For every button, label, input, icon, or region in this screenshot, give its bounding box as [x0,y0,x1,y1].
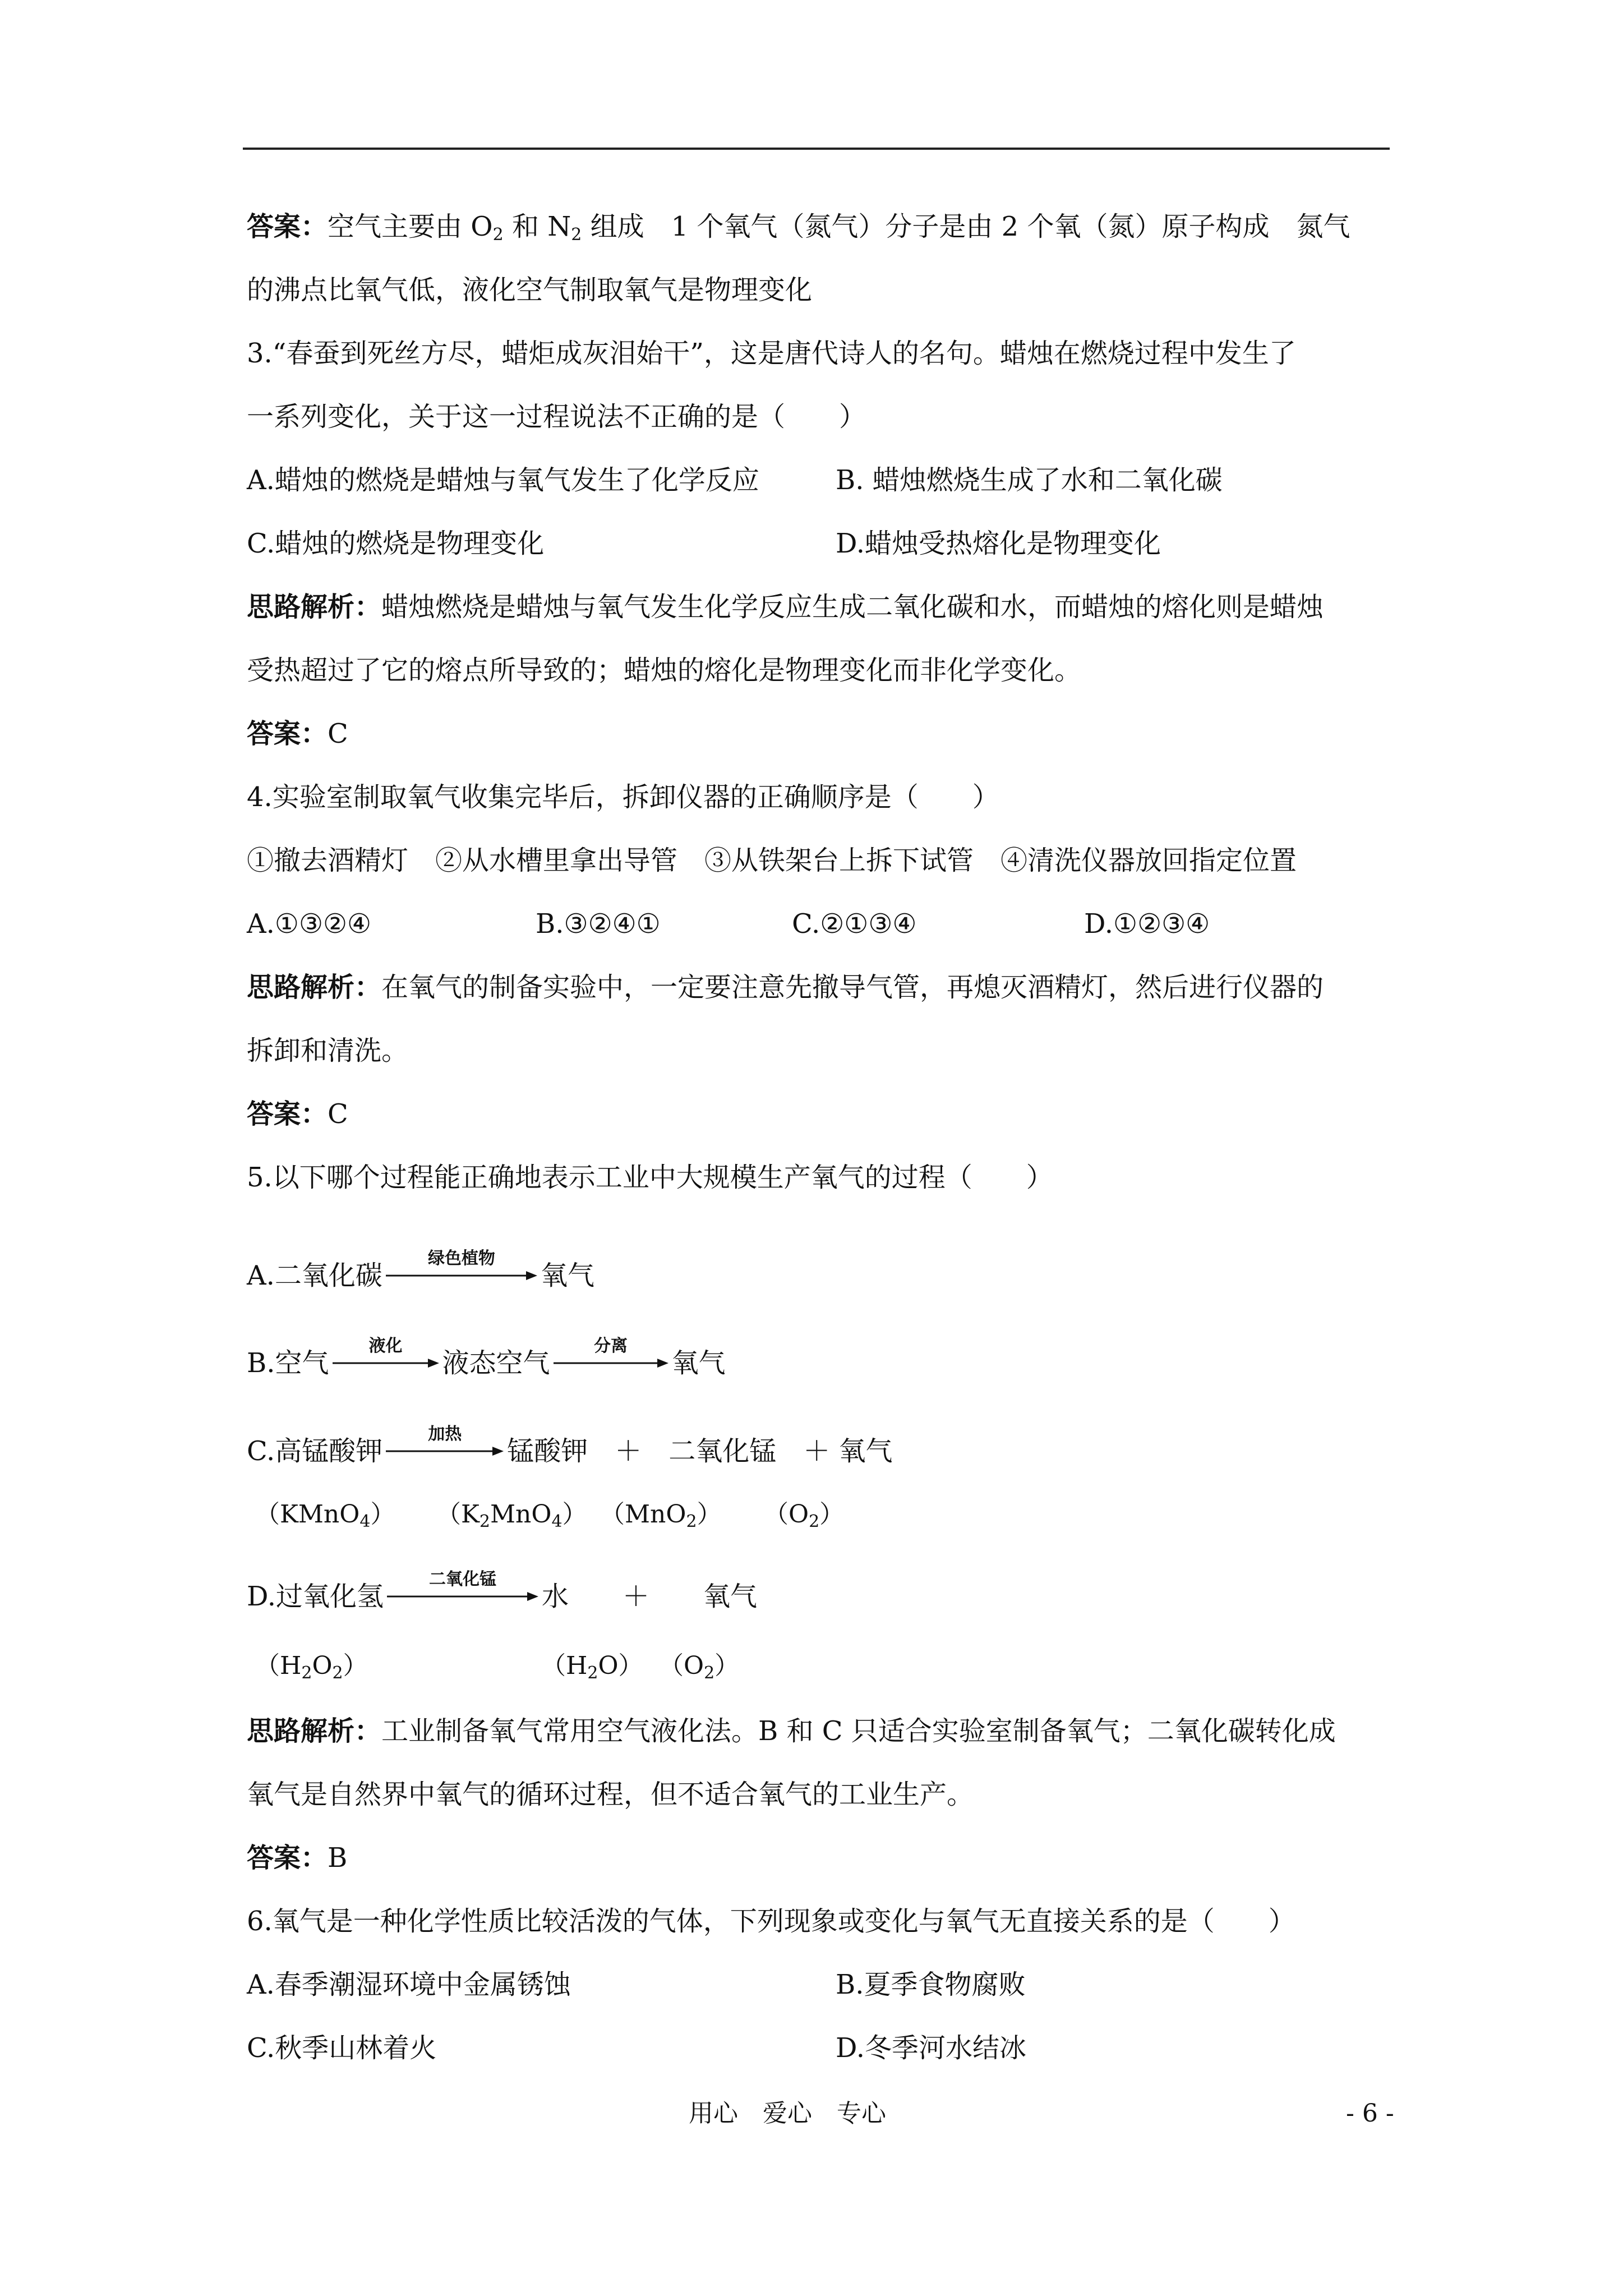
subscript: 2 [686,1512,697,1531]
analysis-label: 思路解析： [247,1715,382,1747]
formula: O [312,1651,333,1680]
q4-stem: 4.实验室制取氧气收集完毕后，拆卸仪器的正确顺序是（ ） [247,781,999,813]
q3-stem-line2: 一系列变化，关于这一过程说法不正确的是（ ） [247,401,866,432]
intermediate: 液态空气 [442,1347,550,1379]
answer-text: 和 N [503,211,571,242]
q3-analysis-line2: 受热超过了它的熔点所导致的；蜡烛的熔化是物理变化而非化学变化。 [247,655,1082,686]
right-arrow-icon [554,1356,668,1370]
reactant: A.二氧化碳 [247,1260,382,1291]
reactant: C.高锰酸钾 [247,1435,383,1467]
formula: MnO [490,1500,552,1529]
subscript: 2 [704,1663,715,1683]
q4-analysis-line2: 拆卸和清洗。 [247,1035,409,1066]
q6-option-a: A.春季潮湿环境中金属锈蚀 [247,1969,571,2000]
q4-option-d: D.①②③④ [1084,908,1210,940]
formula: （O [659,1651,704,1680]
q5-c-formula-4 [764,1498,844,1531]
subscript: 4 [359,1512,371,1531]
answer-value: C [328,718,348,749]
analysis-label: 思路解析： [247,591,382,623]
q5-option-d [247,1570,758,1613]
formula: （H [255,1651,302,1680]
q5-option-a [247,1249,594,1292]
answer-label: 答案： [247,1842,328,1874]
subscript: 2 [809,1512,820,1531]
q6-option-b: B.夏季食物腐败 [836,1969,1026,2000]
answer-value: C [328,1098,348,1130]
answer-label: 答案： [247,211,328,242]
subscript: 2 [479,1512,490,1531]
formula: （KMnO [255,1500,360,1529]
q3-option-d: D.蜡烛受热熔化是物理变化 [836,528,1161,559]
arrow-condition: 绿色植物 [427,1249,495,1268]
subscript: 2 [301,1663,312,1683]
formula: ） [819,1500,845,1529]
reaction-arrow [386,1249,537,1288]
reaction-arrow [333,1336,439,1375]
footer-motto: 用心 爱心 专心 [689,2099,886,2128]
formula: （O [764,1500,809,1529]
formula: ） [343,1651,368,1680]
subscript: 2 [492,225,504,245]
subscript: 4 [551,1512,562,1531]
q2-answer-line1 [247,210,1350,243]
q4-analysis-line1 [247,970,1324,1004]
formula: ） [697,1500,722,1529]
q5-d-formula-1 [255,1649,368,1683]
right-arrow-icon [386,1269,537,1282]
reactant: B.空气 [247,1347,329,1379]
subscript: 2 [587,1663,598,1683]
arrow-condition: 二氧化锰 [429,1570,497,1589]
products: 锰酸钾 ＋ 二氧化锰 ＋ 氧气 [507,1435,893,1467]
answer-label: 答案： [247,718,328,749]
q3-answer [247,717,348,751]
subscript: 2 [332,1663,343,1683]
q5-analysis-line1 [247,1714,1336,1748]
q4-steps: ①撤去酒精灯 ②从水槽里拿出导管 ③从铁架台上拆下试管 ④清洗仪器放回指定位置 [247,845,1297,876]
q5-c-formula-2 [436,1498,587,1531]
q4-answer [247,1097,348,1131]
q3-option-b: B. 蜡烛燃烧生成了水和二氧化碳 [836,464,1223,496]
arrow-condition: 分离 [594,1336,628,1356]
formula: ） [562,1500,587,1529]
answer-text: 空气主要由 O [328,211,493,242]
q2-answer-line2: 的沸点比氧气低，液化空气制取氧气是物理变化 [247,274,813,306]
q5-c-formula-1 [255,1498,395,1531]
formula: （H [541,1651,588,1680]
formula: ） [714,1651,740,1680]
header-rule [243,148,1390,150]
analysis-text: 在氧气的制备实验中，一定要注意先撤导气管，再熄灭酒精灯，然后进行仪器的 [381,972,1324,1003]
analysis-text: 蜡烛燃烧是蜡烛与氧气发生化学反应生成二氧化碳和水，而蜡烛的熔化则是蜡烛 [381,591,1324,623]
q5-option-c [247,1424,893,1468]
reaction-arrow [387,1570,538,1609]
answer-text: 组成 1 个氧气（氮气）分子是由 2 个氧（氮）原子构成 氮气 [582,211,1350,242]
q5-option-b [247,1336,726,1380]
subscript: 2 [571,225,582,245]
q3-option-a: A.蜡烛的燃烧是蜡烛与氧气发生了化学反应 [247,464,759,496]
q3-analysis-line1 [247,590,1324,624]
reaction-arrow [554,1336,668,1375]
formula: ） [370,1500,395,1529]
q6-stem: 6.氧气是一种化学性质比较活泼的气体，下列现象或变化与氧气无直接关系的是（ ） [247,1906,1295,1937]
q4-option-c: C.②①③④ [792,908,917,940]
reactant: D.过氧化氢 [247,1581,384,1612]
formula: （MnO [600,1500,686,1529]
q5-stem: 5.以下哪个过程能正确地表示工业中大规模生产氧气的过程（ ） [247,1162,1053,1193]
q3-option-c: C.蜡烛的燃烧是物理变化 [247,528,545,559]
formula: O） [598,1651,643,1680]
q5-answer [247,1841,347,1875]
right-arrow-icon [333,1356,439,1370]
product: 氧气 [671,1347,726,1379]
page-number: - 6 - [1346,2099,1394,2128]
answer-label: 答案： [247,1098,328,1130]
answer-value: B [328,1842,348,1874]
analysis-label: 思路解析： [247,972,382,1003]
q4-option-a: A.①③②④ [247,908,372,940]
q6-option-d: D.冬季河水结冰 [836,2032,1027,2064]
q4-option-b: B.③②④① [536,908,661,940]
q6-option-c: C.秋季山林着火 [247,2032,437,2064]
product: 氧气 [540,1260,594,1291]
arrow-condition: 液化 [368,1336,403,1356]
q5-c-formula-3 [600,1498,722,1531]
analysis-text: 工业制备氧气常用空气液化法。B 和 C 只适合实验室制备氧气；二氧化碳转化成 [381,1715,1336,1747]
q5-analysis-line2: 氧气是自然界中氧气的循环过程，但不适合氧气的工业生产。 [247,1779,974,1810]
products: 水 ＋ 氧气 [542,1581,758,1612]
right-arrow-icon [386,1444,504,1458]
reaction-arrow [386,1424,504,1464]
q5-d-formula-2 [541,1649,643,1683]
q5-d-formula-3 [659,1649,739,1683]
right-arrow-icon [387,1590,538,1603]
formula: （K [436,1500,479,1529]
q3-stem-line1: 3.“春蚕到死丝方尽，蜡炬成灰泪始干”，这是唐代诗人的名句。蜡烛在燃烧过程中发生了 [247,338,1296,369]
arrow-condition: 加热 [428,1424,462,1444]
